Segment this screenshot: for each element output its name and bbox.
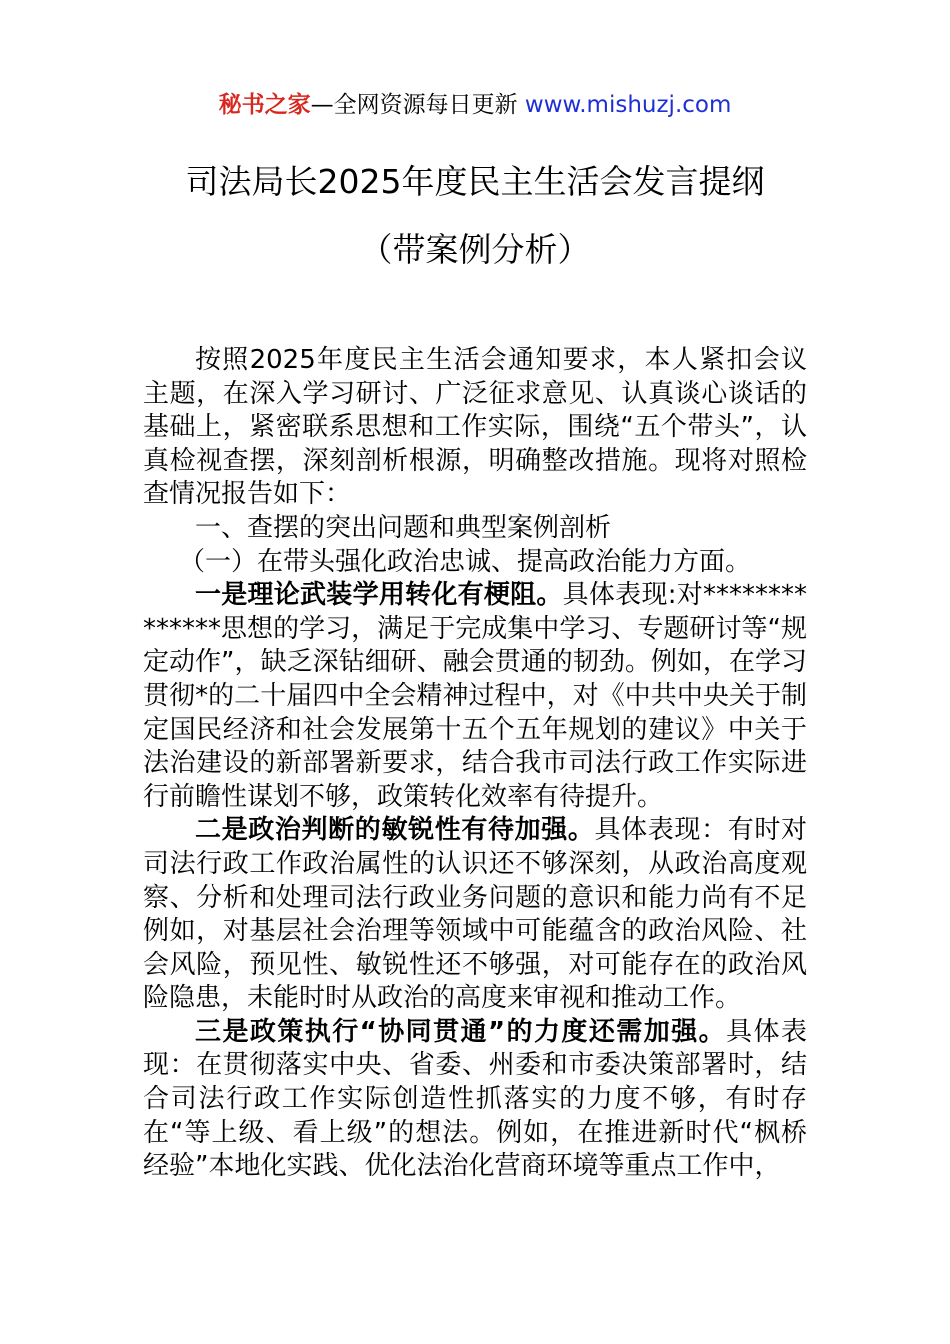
subsection-heading: （一）在带头强化政治忠诚、提高政治能力方面。	[179, 546, 752, 577]
brand-name: 秘书之家	[218, 92, 311, 118]
document-body	[143, 344, 807, 1184]
header-slogan: —全网资源每日更新	[310, 92, 525, 118]
section-heading: 一、查摆的突出问题和典型案例剖析	[195, 512, 612, 543]
point-paragraph	[143, 814, 807, 1016]
point-text: 具体表现：在贯彻落实中央、省委、州委和市委决策部署时，结合司法行政工作实际创造性抓落实的力度不够，有时存在“等上级、看上级”的想法。例如，在推进新时代“枫桥经验”本地化实践、优化法治化营商环境等重点工作中，	[143, 1016, 807, 1182]
point-lead: 三是政策执行“协同贯通”的力度还需加强。	[195, 1016, 727, 1047]
site-url-link[interactable]: www.mishuzj.com	[524, 92, 732, 118]
document-title: 司法局长2025年度民主生活会发言提纲	[185, 162, 765, 201]
site-header	[0, 89, 950, 121]
point-lead: 一是理论武装学用转化有梗阻。	[195, 580, 563, 611]
point-lead: 二是政治判断的敏锐性有待加强。	[195, 815, 595, 846]
intro-paragraph: 按照2025年度民主生活会通知要求，本人紧扣会议主题，在深入学习研讨、广泛征求意见、认真谈心谈话的基础上，紧密联系思想和工作实际，围绕“五个带头”，认真检视查摆，深刻剖析根源，明确整改措施。现将对照检查情况报告如下：	[143, 345, 807, 510]
point-text: 具体表现:对**************思想的学习，满足于完成集中学习、专题研讨等“规定动作”，缺乏深钻细研、融会贯通的韧劲。例如，在学习贯彻*的二十届四中全会精神过程中，对《中共中央关于制定国民经济和社会发展第十五个五年规划的建议》中关于法治建设的新部署新要求，结合我市司法行政工作实际进行前瞻性谋划不够，政策转化效率有待提升。	[143, 580, 807, 812]
document-subtitle: （带案例分析）	[359, 230, 591, 269]
point-paragraph	[143, 579, 807, 814]
point-text: 具体表现：有时对司法行政工作政治属性的认识还不够深刻，从政治高度观察、分析和处理司法行政业务问题的意识和能力尚有不足例如，对基层社会治理等领域中可能蕴含的政治风险、社会风险，预见性、敏锐性还不够强，对可能存在的政治风险隐患，未能时时从政治的高度来审视和推动工作。	[143, 815, 807, 1014]
point-paragraph	[143, 1016, 807, 1184]
